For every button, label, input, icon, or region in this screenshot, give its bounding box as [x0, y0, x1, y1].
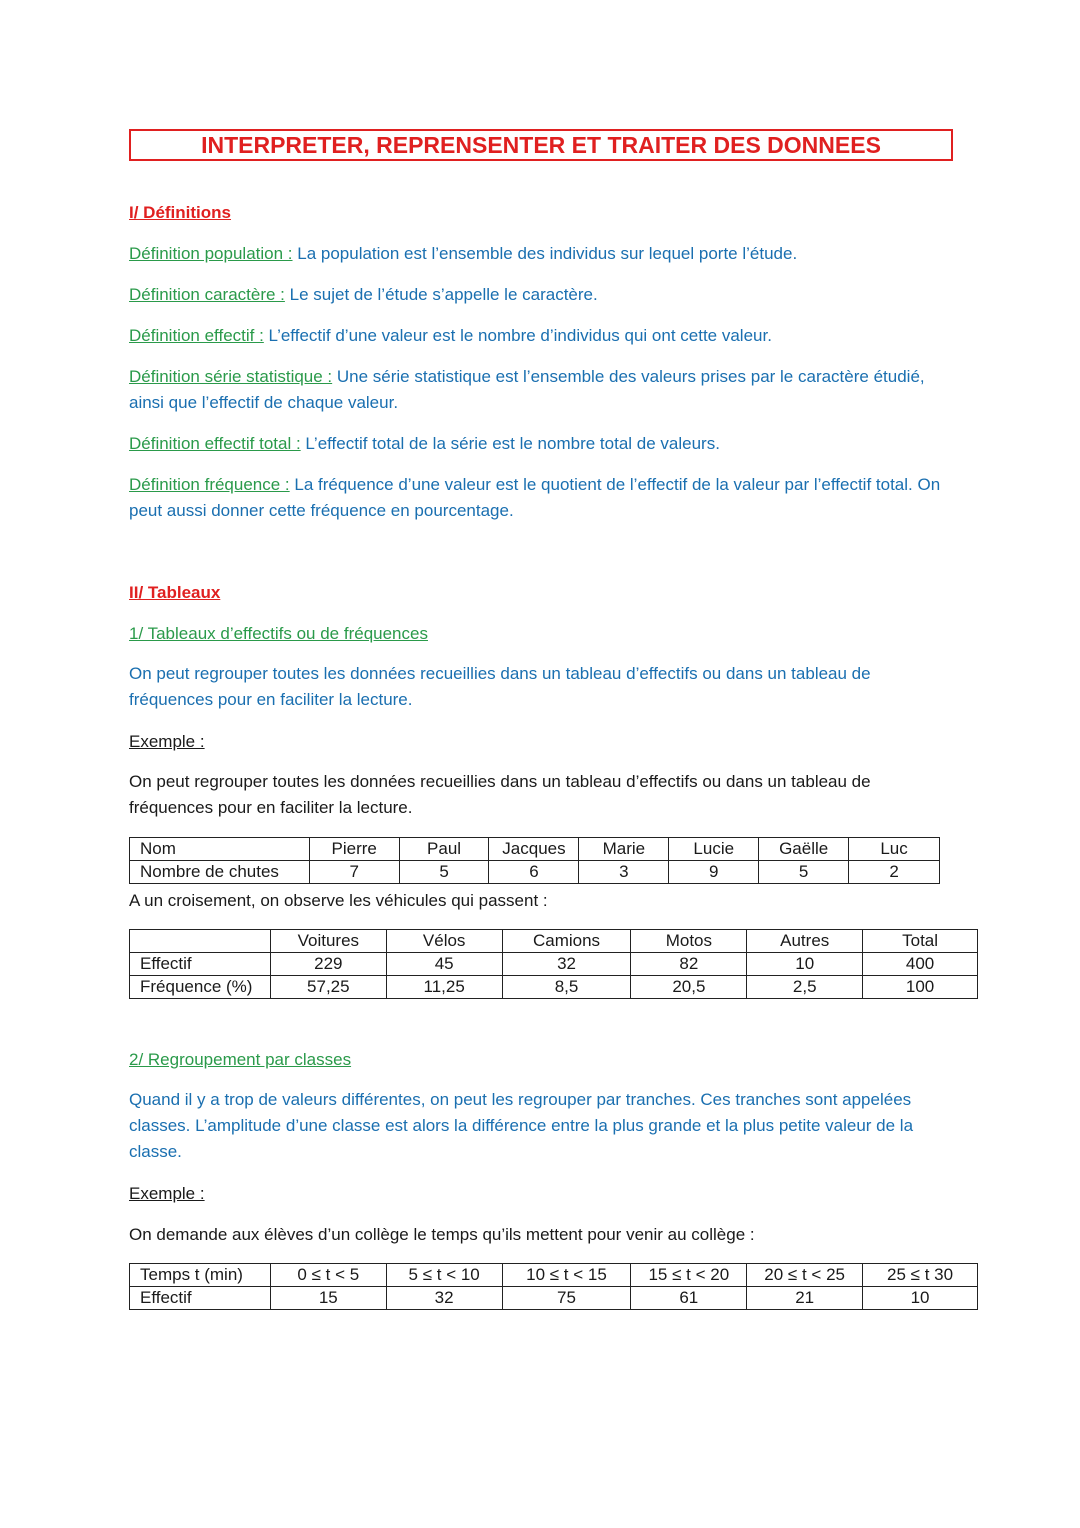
table-cell: 75: [502, 1287, 631, 1310]
example-label: Exemple :: [129, 732, 205, 751]
definition-frequence: [129, 472, 959, 524]
table-caption-vehicules: A un croisement, on observe les véhicules qui passent :: [129, 891, 548, 910]
definition-text: La population est l’ensemble des individus sur lequel porte l’étude.: [292, 244, 798, 263]
table-cell: 10: [863, 1287, 978, 1310]
definition-text: L’effectif total de la série est le nombre total de valeurs.: [300, 434, 720, 453]
table-cell: 5: [759, 861, 849, 884]
section-heading-definitions: I/ Définitions: [129, 203, 231, 222]
table-cell: 8,5: [502, 976, 631, 999]
table-cell: 20,5: [631, 976, 747, 999]
table-header-cell: 5 ≤ t < 10: [386, 1264, 502, 1287]
table-row: [130, 1287, 978, 1310]
definition-effectif: [129, 323, 772, 349]
table-cell: Effectif: [130, 953, 271, 976]
example-text: On demande aux élèves d’un collège le temps qu’ils mettent pour venir au collège :: [129, 1225, 755, 1244]
table-cell: 15: [270, 1287, 386, 1310]
table-row: [130, 953, 978, 976]
table-cell: 10: [747, 953, 863, 976]
definition-term: Définition effectif total :: [129, 434, 301, 453]
table-cell: 32: [502, 953, 631, 976]
table-header-cell: Voitures: [270, 930, 386, 953]
table-cell: 2,5: [747, 976, 863, 999]
table-row: [130, 861, 940, 884]
table-cell: 11,25: [386, 976, 502, 999]
table-cell: 57,25: [270, 976, 386, 999]
table-header-cell: Pierre: [309, 838, 399, 861]
table-header-cell: Camions: [502, 930, 631, 953]
table-header-cell: 15 ≤ t < 20: [631, 1264, 747, 1287]
table-header-cell: Luc: [849, 838, 940, 861]
table-header-cell: 0 ≤ t < 5: [270, 1264, 386, 1287]
table-cell: 7: [309, 861, 399, 884]
table-header-cell: Total: [863, 930, 978, 953]
definition-text: La fréquence d’une valeur est le quotient de l’effectif de la valeur par l’effectif total. On peut aussi donner cette fréquence en pourcentage.: [129, 475, 941, 520]
table-cell: 6: [489, 861, 579, 884]
table-row: [130, 976, 978, 999]
table-temps: [129, 1263, 978, 1310]
table-cell: 32: [386, 1287, 502, 1310]
example-label: Exemple :: [129, 1184, 205, 1203]
table-chutes: [129, 837, 940, 884]
definition-term: Définition effectif :: [129, 326, 264, 345]
definition-term: Définition caractère :: [129, 285, 285, 304]
table-header-cell: Paul: [399, 838, 489, 861]
table-header-cell: Jacques: [489, 838, 579, 861]
definition-text: L’effectif d’une valeur est le nombre d’individus qui ont cette valeur.: [263, 326, 772, 345]
definition-term: Définition population :: [129, 244, 293, 263]
table-row: [130, 838, 940, 861]
table-header-cell: Gaëlle: [759, 838, 849, 861]
table-cell: 400: [863, 953, 978, 976]
table-cell: Effectif: [130, 1287, 271, 1310]
definition-population: [129, 241, 797, 267]
table-header-cell: [130, 930, 271, 953]
definition-text: Le sujet de l’étude s’appelle le caractère.: [284, 285, 598, 304]
table-header-cell: Marie: [579, 838, 669, 861]
table-vehicules: [129, 929, 978, 999]
table-header-cell: Nom: [130, 838, 310, 861]
definition-term: Définition série statistique :: [129, 367, 333, 386]
table-cell: Fréquence (%): [130, 976, 271, 999]
table-cell: 82: [631, 953, 747, 976]
table-header-cell: Autres: [747, 930, 863, 953]
table-cell: 9: [669, 861, 759, 884]
subsection-heading-tableaux-effectifs: 1/ Tableaux d’effectifs ou de fréquences: [129, 624, 428, 643]
table-cell: 3: [579, 861, 669, 884]
table-cell: 5: [399, 861, 489, 884]
definition-term: Définition fréquence :: [129, 475, 290, 494]
table-header-cell: Motos: [631, 930, 747, 953]
table-cell: 229: [270, 953, 386, 976]
table-header-cell: 10 ≤ t < 15: [502, 1264, 631, 1287]
table-header-cell: 20 ≤ t < 25: [747, 1264, 863, 1287]
table-cell: Nombre de chutes: [130, 861, 310, 884]
paragraph-intro-classes: Quand il y a trop de valeurs différentes, on peut les regrouper par tranches. Ces tranches sont appelées classes. L’amplitude d’une classe est alors la différence entre la plus grande et la plus petite valeur de la classe.: [129, 1090, 914, 1161]
definition-text: Une série statistique est l’ensemble des valeurs prises par le caractère étudié, ainsi que l’effectif de chaque valeur.: [129, 367, 925, 412]
paragraph-intro-tableaux: On peut regrouper toutes les données recueillies dans un tableau d’effectifs ou dans un tableau de fréquences pour en faciliter la lecture.: [129, 664, 871, 709]
subsection-heading-regroupement: 2/ Regroupement par classes: [129, 1050, 352, 1069]
table-cell: 45: [386, 953, 502, 976]
document-title: INTERPRETER, REPRENSENTER ET TRAITER DES DONNEES: [129, 129, 953, 161]
table-cell: 100: [863, 976, 978, 999]
table-cell: 2: [849, 861, 940, 884]
table-header-cell: 25 ≤ t 30: [863, 1264, 978, 1287]
definition-effectif-total: [129, 431, 720, 457]
definition-serie-statistique: [129, 364, 959, 416]
table-row: [130, 1264, 978, 1287]
table-row: [130, 930, 978, 953]
definition-caractere: [129, 282, 598, 308]
table-header-cell: Temps t (min): [130, 1264, 271, 1287]
table-cell: 61: [631, 1287, 747, 1310]
table-header-cell: Vélos: [386, 930, 502, 953]
table-cell: 21: [747, 1287, 863, 1310]
example-text: On peut regrouper toutes les données recueillies dans un tableau d’effectifs ou dans un tableau de fréquences pour en faciliter la lecture.: [129, 772, 871, 817]
section-heading-tableaux: II/ Tableaux: [129, 583, 221, 602]
table-header-cell: Lucie: [669, 838, 759, 861]
